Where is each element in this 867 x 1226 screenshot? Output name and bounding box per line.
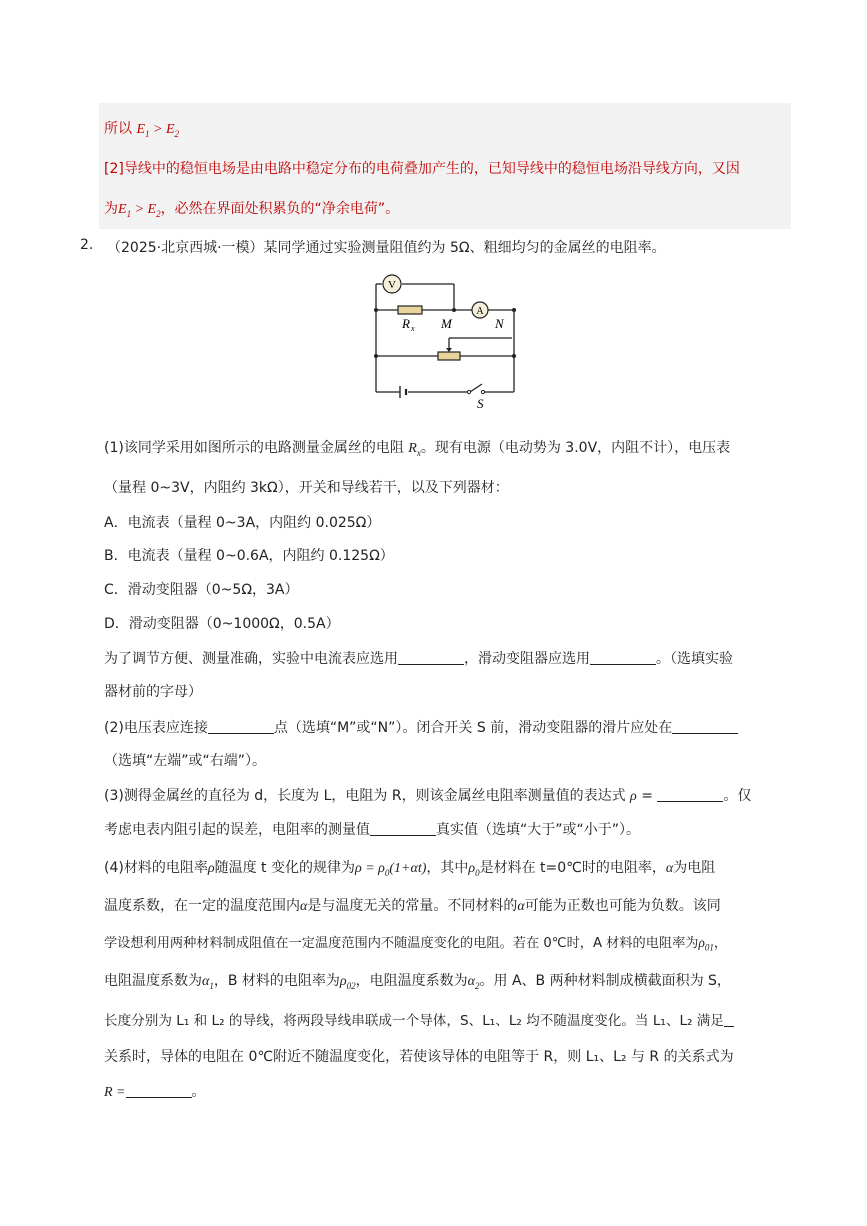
formula-e1-gt-e2: $E_1 > E_2$ — [136, 122, 180, 139]
symbol-alpha-2: α — [300, 899, 308, 914]
p1-line-1 — [104, 437, 730, 458]
p4-c: ，其中 — [426, 860, 469, 876]
p3-b: 。仅 — [723, 788, 752, 804]
ammeter-label: A — [476, 306, 484, 317]
blank-rheostat[interactable] — [590, 650, 656, 665]
p1-d3: 。（选填实验 — [656, 651, 733, 667]
question-stem: （2025·北京西城·一模）某同学通过实验测量阻值约为 5Ω、粗细均匀的金属丝的电阻率。 — [107, 240, 666, 256]
symbol-rho02: $\rho_{02}$ — [339, 974, 356, 991]
p4-l: ，电阻温度系数为 — [355, 973, 468, 989]
answer-line-3 — [104, 198, 399, 219]
p4-j: 电阻温度系数为 — [104, 973, 202, 989]
p4-q: 。 — [191, 1084, 206, 1100]
symbol-alpha-3: α — [517, 899, 525, 914]
p1-line-3 — [104, 648, 733, 668]
circuit-diagram — [372, 270, 520, 410]
answer-line-2: [2]导线中的稳恒电场是由电路中稳定分布的电荷叠加产生的，已知导线中的稳恒电场沿导线方向，又因 — [104, 161, 740, 177]
p4-a: (4)材料的电阻率 — [104, 860, 208, 876]
rx-label: R — [402, 316, 410, 331]
answer-line-3-prefix: 为 — [104, 201, 118, 217]
formula-rx: $R_x$ — [408, 441, 421, 458]
p2-line-2: （选填“左端”或“右端”）。 — [104, 753, 267, 769]
p1-d2: ，滑动变阻器应选用 — [464, 651, 590, 667]
p3-line-2 — [104, 819, 640, 839]
symbol-alpha: α — [665, 861, 674, 876]
p4-line-6: 关系时，导体的电阻在 0℃附近不随温度变化，若使该导体的电阻等于 R，则 L₁、L₂ 与 R 的关系式为 — [104, 1049, 734, 1065]
option-c: C．滑动变阻器（0~5Ω，3A） — [104, 582, 299, 598]
symbol-alpha1: $\alpha_1$ — [202, 974, 214, 991]
p1-line-4: 器材前的字母） — [104, 684, 202, 700]
p4-p: R = — [104, 1085, 126, 1100]
s-label: S — [477, 396, 484, 410]
option-b: B．电流表（量程 0~0.6A，内阻约 0.125Ω） — [104, 548, 394, 564]
p4-h: 可能为正数也可能为负数。该同 — [524, 898, 721, 914]
p3-line-1: (3)测得金属丝的直径为 d，长度为 L，电阻为 R，则该金属丝电阻率测量值的表达式 ρ = 。仅 — [104, 788, 752, 804]
blank-l-relation[interactable] — [724, 1012, 734, 1027]
blank-point[interactable] — [208, 719, 274, 734]
rx-sub-label: x — [411, 324, 415, 333]
question-number: 2. — [80, 237, 94, 253]
symbol-rho: ρ — [207, 861, 215, 876]
p1-line-2: （量程 0~3V，内阻约 3kΩ），开关和导线若干，以及下列器材： — [104, 480, 509, 496]
p4-line-7 — [104, 1081, 206, 1101]
p1-b: 。现有电源（电动势为 3.0V，内阻不计），电压表 — [420, 440, 731, 456]
p3-d: 真实值（选填“大于”或“小于”）。 — [436, 822, 641, 838]
p4-d: 是材料在 t=0℃时的电阻率， — [479, 860, 666, 876]
n-label: N — [495, 316, 504, 331]
symbol-alpha2: $\alpha_2$ — [467, 974, 480, 991]
node-m — [452, 308, 456, 312]
p4-f: 温度系数，在一定的温度范围内 — [104, 898, 300, 914]
answer-prefix: 所以 — [104, 121, 132, 137]
rx-resistor — [398, 306, 422, 314]
p4-n: 长度分别为 L₁ 和 L₂ 的导线，将两段导线串联成一个导体，S、L₁、L₂ 均不随温度变化。当 L₁、L₂ 满足 — [104, 1013, 724, 1029]
p3-a: (3)测得金属丝的直径为 d，长度为 L，电阻为 R，则该金属丝电阻率测量值的表达式 — [104, 788, 626, 804]
voltmeter-label: V — [388, 279, 396, 291]
formula-rho-law: $\rho = \rho_0(1+\alpha t)$ — [354, 861, 427, 878]
p4-line-4 — [104, 970, 731, 991]
p4-m: 。用 A、B 两种材料制成横截面积为 S， — [479, 973, 731, 989]
p4-g: 是与温度无关的常量。不同材料的 — [307, 898, 518, 914]
blank-rho-expr[interactable] — [657, 787, 723, 802]
formula-e1-gt-e2-2: $E_1 > E_2$ — [118, 202, 161, 219]
p3-c: 考虑电表内阻引起的误差，电阻率的测量值 — [104, 822, 370, 838]
answer-line-1 — [104, 118, 179, 139]
p4-i: 学设想利用两种材料制成阻值在一定温度范围内不随温度变化的电阻。若在 0℃时，A 材料的电阻率为 — [104, 936, 699, 951]
blank-ammeter[interactable] — [398, 650, 464, 665]
formula-rho: ρ — [630, 789, 637, 804]
p1-d1: 为了调节方便、测量准确，实验中电流表应选用 — [104, 651, 398, 667]
p4-line-2 — [104, 895, 721, 915]
option-d: D．滑动变阻器（0~1000Ω，0.5A） — [104, 616, 340, 632]
answer-line-3-suffix: ，必然在界面处积累负的“净余电荷”。 — [160, 201, 400, 217]
p2-a: (2)电压表应连接 — [104, 720, 208, 736]
node-n — [512, 308, 516, 312]
symbol-rho01: $\rho_{01}$ — [698, 935, 714, 953]
p2-b: 点（选填“M”或“N”）。闭合开关 S 前，滑动变阻器的滑片应处在 — [273, 720, 673, 736]
option-a: A．电流表（量程 0~3A，内阻约 0.025Ω） — [104, 515, 381, 531]
p4-e: 为电阻 — [673, 860, 716, 876]
rheostat — [438, 352, 460, 360]
p1-a: (1)该同学采用如图所示的电路测量金属丝的电阻 — [104, 440, 404, 456]
blank-compare[interactable] — [370, 821, 436, 836]
blank-r-relation[interactable] — [126, 1083, 192, 1098]
p4-line-1 — [104, 857, 715, 878]
p4-line-5 — [104, 1009, 734, 1029]
p2-line-1 — [104, 717, 738, 737]
p4-k: ，B 材料的电阻率为 — [213, 973, 340, 989]
blank-slider[interactable] — [672, 719, 738, 734]
symbol-rho0: $\rho_0$ — [468, 861, 480, 878]
p4-b: 随温度 t 变化的规律为 — [214, 860, 355, 876]
m-label: M — [441, 316, 452, 331]
p4-line-3: 学设想利用两种材料制成阻值在一定温度范围内不随温度变化的电阻。若在 0℃时，A 材料的电阻率为$\rho_{01}$， — [104, 935, 728, 953]
